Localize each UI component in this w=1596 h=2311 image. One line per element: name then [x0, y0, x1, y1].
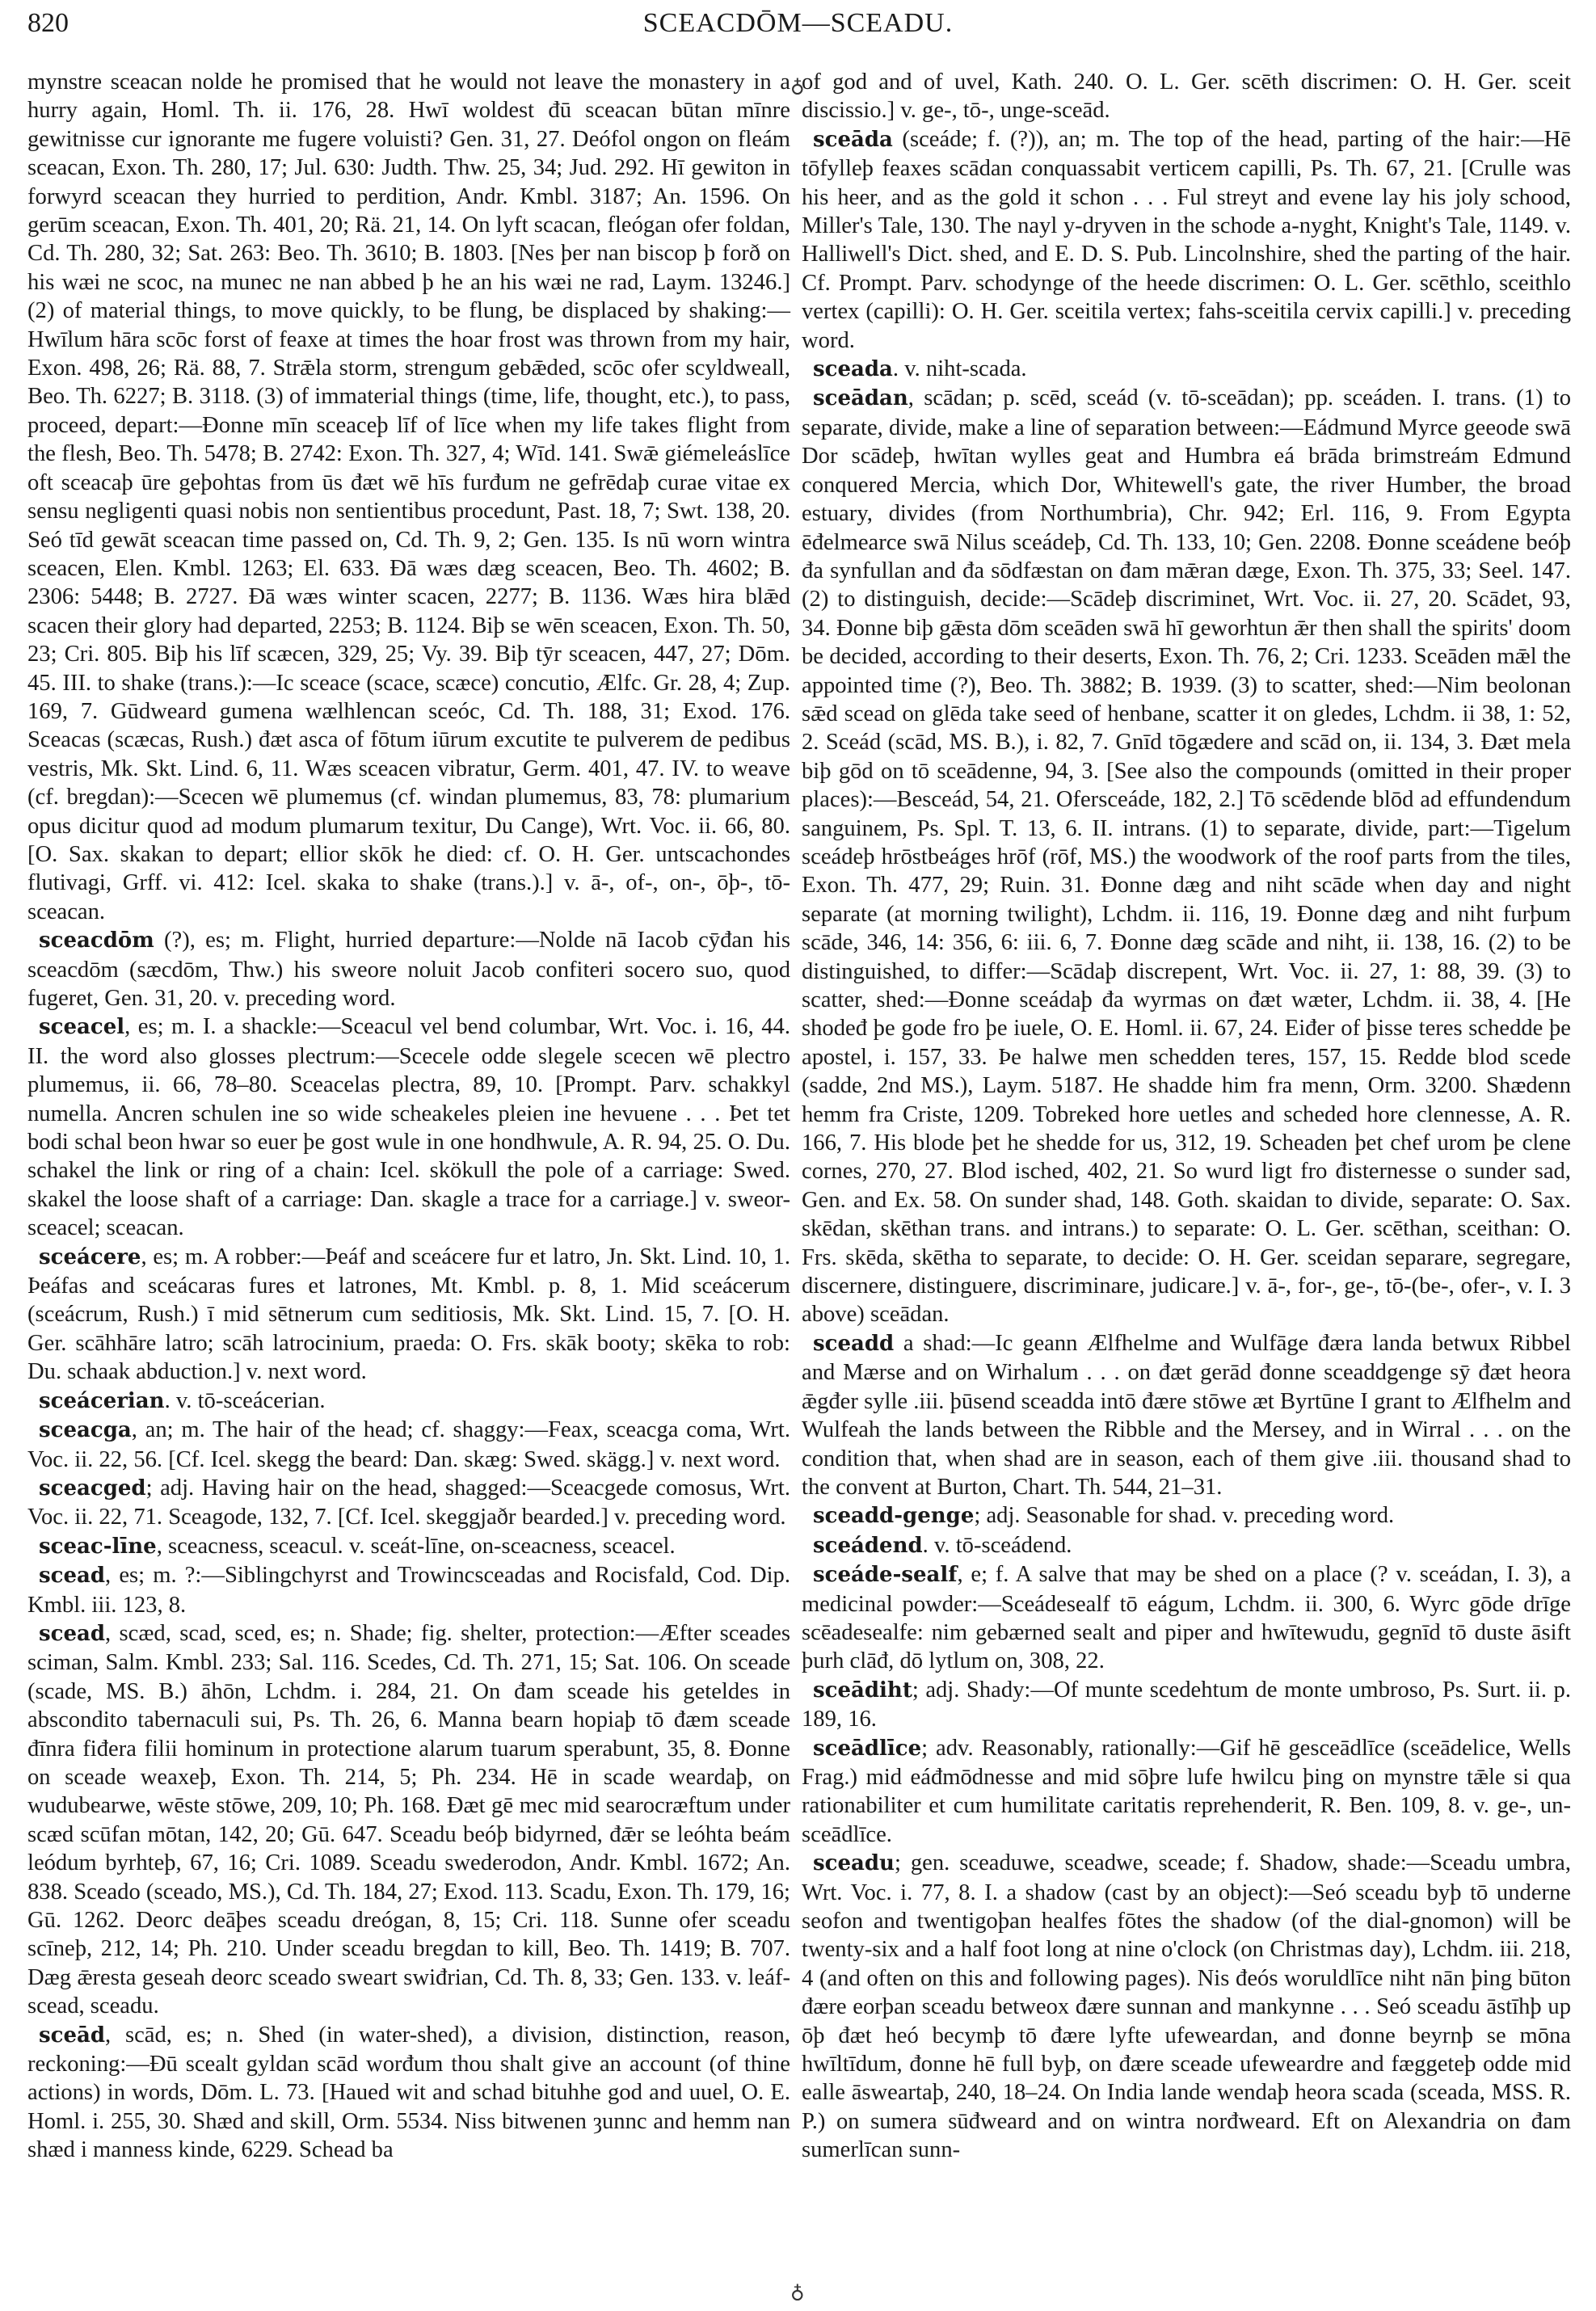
dictionary-entry: [802, 1329, 1571, 1501]
headword: sceādan: [813, 386, 908, 411]
dictionary-entry: [802, 1676, 1571, 1734]
headword: sceād: [39, 2023, 106, 2048]
dictionary-entry: [27, 1619, 790, 2021]
dictionary-entry: [27, 1561, 790, 1619]
entry-text: . v. tō-sceádend.: [922, 1532, 1072, 1558]
entry-text: ; adj. Shady:—Of munte scedehtum de monte umbroso, Ps. Surt. ii. p. 189, 16.: [802, 1677, 1571, 1732]
entry-text: ; gen. sceaduwe, sceadwe, sceade; f. Shadow, shade:—Sceadu umbra, Wrt. Voc. i. 77, 8. I. a shadow (cast by an object):—Seó sceadu byþ tō underne seofon and twentigoþan healfes fōtes the shadow (of the dial-gnomon) will be twenty-six and a half foot long at nine o'clock (on Christmas day), Lchdm. iii. 218, 4 (and often on this and following pages). Nis đeós woruldlīce niht nān þing būton đære eorþan sceadu betweox đære sunnan and mankynne . . . Seó sceadu āstīhþ up ōþ đæt heó becymþ tō đære lyfte ufeweardan, and đonne beyrnþ se mōna hwīltīdum, đonne hē full byþ, on đære sceade ufeweardre and fæggeteþ odde mid ealle āsweartaþ, 240, 18–24. On India lande wendaþ heora scada (sceada, MSS. R. P.) on sumera sūđweard and on wintra norđweard. Eft on Alexandria on đam sumerlīcan sunn-: [802, 1850, 1571, 2163]
headword: sceadd-genge: [813, 1504, 975, 1529]
column-ornament-icon: ♁: [790, 76, 805, 97]
dictionary-entry: [27, 1416, 790, 1474]
dictionary-entry: [802, 384, 1571, 1328]
entry-text: , sceacness, sceacul. v. sceát-līne, on-sceacness, sceacel.: [156, 1533, 676, 1559]
entry-text: , scād, es; n. Shed (in water-shed), a division, distinction, reason, reckoning:—Đū scealt gyldan scād worđum thou shalt give an account (of thine actions) in words, Dōm. L. 73. [Haued wit and schad bituhhe god and uuel, O. E. Homl. i. 255, 30. Shæd and skill, Orm. 5534. Niss bitwenen ȝunnc and hemm nan shæd i manness kinde, 6229. Schead ba: [27, 2022, 790, 2163]
dictionary-entry: [27, 1387, 790, 1416]
headword: sceáde-sealf: [813, 1563, 958, 1588]
headword: sceādlīce: [813, 1736, 922, 1761]
entry-text: ; adv. Reasonably, rationally:—Gif hē gesceādlīce (sceādelice, Wells Frag.) mid eáđmōdnesse and mid sōþre lufe hwilcu þing on mynstre tǣle si qua rationabiliter et cum humilitate caritatis reprehenderit, R. Ben. 109, 8. v. ge-, un-sceādlīce.: [802, 1735, 1571, 1847]
dictionary-entry: [802, 1560, 1571, 1676]
right-column: [802, 68, 1571, 2165]
headword: sceadd: [813, 1331, 895, 1356]
entry-text: mynstre sceacan nolde he promised that he would not leave the monastery in a hurry again, Homl. Th. ii. 176, 28. Hwī woldest đū sceacan būtan mīnre gewitnisse cur ignorante me fugere voluisti? Gen. 31, 27. Deófol ongon on fleám sceacan, Exon. Th. 280, 17; Jul. 630: Judth. Thw. 25, 34; Jud. 292. Hī gewiton in forwyrd sceacan they hurried to perdition, Andr. Kmbl. 3187; An. 1596. On gerūm sceacan, Exon. Th. 401, 20; Rä. 21, 14. On lyft scacan, fleógan ofer foldan, Cd. Th. 280, 32; Sat. 263: Beo. Th. 3610; B. 1803. [Nes þer nan biscop þ forð on his wæi ne scoc, na munec ne nan abbed þ he an his wæi ne rad, Laym. 13246.] (2) of material things, to move quickly, to be flung, be displaced by shaking:—Hwīlum hāra scōc forst of feaxe at times the hoar frost was thrown from my hair, Exon. 498, 26; Rä. 88, 7. Strǣla storm, strengum gebǣded, scōc ofer scyldweall, Beo. Th. 6227; B. 3118. (3) of immaterial things (time, life, thought, etc.), to pass, proceed, depart:—Đonne mīn sceaceþ līf of līce when my life takes flight from the flesh, Beo. Th. 5478; B. 2742: Exon. Th. 327, 4; Wīd. 141. Swǣ giémeleáslīce oft sceacaþ ūre geþohtas from ūs đæt wē hīs furđum ne gefrēdaþ curae vitae ex sensu negligenti quasi nobis non sentientibus procedunt, Past. 18, 7; Swt. 138, 20. Seó tīd gewāt sceacan time passed on, Cd. Th. 9, 2; Gen. 135. Is nū worn wintra sceacen, Elen. Kmbl. 1263; El. 633. Đā wæs dæg sceacen, Beo. Th. 4602; B. 2306: 5448; B. 2727. Đā wæs winter scacen, 2277; B. 1136. Wæs hira blǣd scacen their glory had departed, 2253; B. 1124. Biþ se wēn sceacen, Exon. Th. 50, 23; Cri. 805. Biþ his līf scæcen, 329, 25; Vy. 39. Biþ tȳr sceacen, 447, 27; Dōm. 45. III. to shake (trans.):—Ic sceace (scace, scæce) concutio, Ælfc. Gr. 28, 4; Zup. 169, 7. Gūdweard gumena wælhlencan sceóc, Cd. Th. 188, 31; Exod. 176. Sceacas (scæcas, Rush.) đæt asca of fōtum iūrum excutite te pulverem de pedibus vestris, Mk. Skt. Lind. 6, 11. Wæs sceacen vibratur, Germ. 401, 47. IV. to weave (cf. bregdan):—Scecen wē plumemus (cf. windan plumemus, 83, 78: plumarium opus dicitur quod ad modum plumarum texitur, Du Cange), Wrt. Voc. ii. 66, 80. [O. Sax. skakan to depart; ellior skōk he died: cf. O. H. Ger. untscachondes flutivagi, Grff. vi. 412: Icel. skaka to shake (trans.).] v. ā-, of-, on-, ōþ-, tō-sceacan.: [27, 69, 790, 924]
entry-text: (sceáde; f. (?)), an; m. The top of the head, parting of the hair:—Hē tōfylleþ feaxes scādan conquassabit verticem capilli, Ps. Th. 67, 21. [Crulle was his heer, and as the gold it schon . . . Ful streyt and evene lay his joly schood, Miller's Tale, 130. The nayl y-dryven in the schode a-nyght, Knight's Tale, 1149. v. Halliwell's Dict. shed, and E. D. S. Pub. Lincolnshire, shed the parting of the hair. Cf. Prompt. Parv. schodynge of the heede discrimen: O. L. Ger. scēthlo, sceithlo vertex (capilli): O. H. Ger. sceitila vertex; fahs-sceitila cervix capilli.] v. preceding word.: [802, 126, 1571, 353]
entry-text: , scādan; p. scēd, sceád (v. tō-sceādan); pp. sceáden. I. trans. (1) to separate, divide, make a line of separation between:—Eádmund Myrce geeode swā Dor scādeþ, hwītan wylles geat and Humbra eá brāda brimstreám Edmund conquered Mercia, which Dor, Whitewell's gate, the river Humber, the broad estuary, divides (from Northumbria), Chr. 942; Erl. 116, 9. From Egypta ēđelmearce swā Nilus sceádeþ, Cd. Th. 133, 10; Gen. 2208. Đonne sceádene beóþ đa synfullan and đa sōdfæstan on đam mǣran dæge, Exon. Th. 375, 33; Seel. 147. (2) to distinguish, decide:—Scādeþ discriminet, Wrt. Voc. ii. 27, 20. Scādet, 93, 34. Đonne biþ gǣsta dōm sceāden swā hī geworhtun ǣr then shall the spirits' doom be decided, according to their deserts, Exon. Th. 76, 2; Cri. 1233. Sceāden mǣl the appointed time (?), Beo. Th. 3882; B. 1939. (3) to scatter, shed:—Nim beolonan sǣd scead on glēda take seed of henbane, scatter it on gledes, Lchdm. ii 38, 1: 52, 2. Sceád (scād, MS. B.), i. 82, 7. Gnīd tōgædere and scād on, ii. 134, 3. Đæt mela biþ gōd on tō sceādenne, 94, 3. [See also the compounds (omitted in their proper places):—Besceád, 54, 21. Ofersceáde, 182, 2.] Tō scēdende blōd ad effundendum sanguinem, Ps. Spl. T. 13, 6. II. intrans. (1) to separate, divide, part:—Tigelum sceádeþ hrōstbeáges hrōf (rōf, MS.) the woodwork of the roof parts from the tiles, Exon. Th. 477, 29; Ruin. 31. Đonne dæg and niht scāde when day and night separate (at morning twilight), Lchdm. ii. 116, 19. Đonne dæg and niht furþum scāde, 346, 14: 356, 6: iii. 6, 7. Đonne dæg scāde and niht, ii. 138, 16. (2) to be distinguished, to differ:—Scādaþ discrepent, Wrt. Voc. ii. 27, 1: 88, 39. (3) to scatter, shed:—Đonne sceádaþ đa wyrmas on đæt wæter, Lchdm. ii. 38, 4. [He shodeđ þe gode fro þe iuele, O. E. Homl. ii. 67, 24. Eiđer of þisse teres schedde þe apostel, i. 157, 33. Þe halwe men schedden teres, 157, 15. Redde blod scede (sadde, 2nd MS.), Laym. 5187. He shadde him fra menn, Orm. 3200. Shædenn hemm fra Criste, 1209. Tobreked hore uetles and scheded hore clennesse, A. R. 166, 7. His blode þet he shedde for us, 312, 19. Scheaden þet chef urom þe clene cornes, 270, 27. Blod isched, 402, 21. So wurd ligt fro đisternesse o sunder sad, Gen. and Ex. 58. On sunder shad, 148. Goth. skaidan to divide, separate: O. Sax. skēdan, skēthan trans. and intrans.) to separate: O. L. Ger. scēthan, sceithan: O. Frs. skēda, skētha to separate, to decide: O. H. Ger. sceidan separare, segregare, discernere, distinguere, discriminare, judicare.] v. ā-, for-, ge-, tō-(be-, ofer-, v. I. 3 above) sceādan.: [802, 385, 1571, 1328]
entry-text: , scæd, scad, sced, es; n. Shade; fig. shelter, protection:—Æfter sceades sciman, Salm. Kmbl. 233; Sal. 116. Scedes, Cd. Th. 271, 15; Sat. 106. On sceade (scade, MS. B.) āhōn, Lchdm. i. 284, 21. On đam sceade his geteldes in abscondito tabernaculi sui, Ps. Th. 26, 6. Manna bearn hopiaþ tō đæm sceade đīnra fiđera filii hominum in protectione alarum tuarum sperabunt, 35, 8. Đonne on sceade weaxeþ, Exon. Th. 214, 5; Ph. 234. Hē in scade weardaþ, on wudubearwe, wēste stōwe, 209, 10; Ph. 168. Đæt gē mec mid searocræftum under scæd scūfan mōtan, 142, 20; Gū. 647. Sceadu beóþ bidyrned, đǣr se leóhta beám leódum byrhteþ, 67, 16; Cri. 1089. Sceadu swederodon, Andr. Kmbl. 1672; An. 838. Sceado (sceado, MS.), Cd. Th. 184, 27; Exod. 113. Scadu, Exon. Th. 179, 16; Gū. 1262. Deorc deāþes sceadu dreógan, 8, 15; Cri. 118. Sunne ofer sceadu scīneþ, 212, 14; Ph. 210. Under sceadu bregdan to kill, Beo. Th. 1419; B. 707. Dæg ǣresta geseah deorc sceado sweart swiđrian, Cd. Th. 8, 33; Gen. 133. v. leáf-scead, sceadu.: [27, 1620, 790, 2019]
entry-text: , es; m. A robber:—Þeáf and sceácere fur et latro, Jn. Skt. Lind. 10, 1. Þeáfas and sceácaras fures et latrones, Mt. Kmbl. p. 8, 1. Mid sceácerum (sceácrum, Rush.) ī mid sētnerum cum seditiosis, Mk. Skt. Lind. 15, 7. [O. H. Ger. scāhhāre latro; scāh latrocinium, praeda: O. Frs. skāk booty; skēka to rob: Du. schaak abduction.] v. next word.: [27, 1244, 790, 1385]
entry-text: . v. niht-scada.: [892, 356, 1027, 382]
entry-text: of god and of uvel, Kath. 240. O. L. Ger. scēth discrimen: O. H. Ger. sceit discissio.] v. ge-, tō-, unge-sceād.: [802, 69, 1571, 124]
left-column: [27, 68, 790, 2165]
entry-continuation: [27, 68, 790, 926]
dictionary-entry: [27, 1532, 790, 1561]
headword: sceácerian: [39, 1388, 165, 1413]
headword: sceada: [813, 357, 893, 382]
dictionary-entry: [802, 125, 1571, 355]
headword: sceādiht: [813, 1677, 912, 1703]
entry-text: ; adj. Seasonable for shad. v. preceding word.: [974, 1503, 1395, 1529]
headword: sceácere: [39, 1244, 141, 1269]
dictionary-entry: [802, 1734, 1571, 1850]
headword: sceacga: [39, 1418, 132, 1443]
entry-continuation: [802, 68, 1571, 125]
headword: sceacged: [39, 1475, 146, 1501]
headword: scead: [39, 1564, 106, 1589]
running-head: SCEACDŌM—SCEADU.: [642, 8, 954, 38]
entry-text: a shad:—Ic geann Ælfhelme and Wulfāge đæra landa betwux Ribbel and Mærse and on Wirhalum . . . on đæt gerād đonne sceaddgenge sȳ đæt heora ǣgđer sylle .iii. þūsend sceadda intō đære stōwe æt Byrtūne I grant to Ælfhelm and Wulfeah the lands between the Ribble and the Mersey, and in Wirral . . . on the condition that, when shad are in season, each of them give .iii. thousand shad to the convent at Burton, Chart. Th. 544, 21–31.: [802, 1330, 1571, 1500]
entry-text: , es; m. ?:—Siblingchyrst and Trowincsceadas and Rocisfald, Cod. Dip. Kmbl. iii. 123, 8.: [27, 1563, 790, 1618]
headword: sceádend: [813, 1533, 923, 1558]
dictionary-entry: [27, 2021, 790, 2165]
dictionary-entry: [27, 1243, 790, 1387]
headword: sceacdōm: [39, 928, 154, 953]
entry-text: , es; m. I. a shackle:—Sceacul vel bend columbar, Wrt. Voc. i. 16, 44. II. the word also glosses plectrum:—Scecele odde slegele scecen wē plectro plumemus, ii. 66, 78–80. Sceacelas plectra, 89, 10. [Prompt. Parv. schakkyl numella. Ancren schulen ine so wide scheakeles pleien ine hevuene . . . Þet tet bodi schal beon hwar so euer þe gost wule in one hondhwule, A. R. 94, 25. O. Du. schakel the link or ring of a chain: Icel. skökull the pole of a carriage: Swed. skakel the loose shaft of a carriage: Dan. skagle a trace for a carriage.] v. sweor-sceacel; sceacan.: [27, 1014, 790, 1241]
headword: scead: [39, 1621, 106, 1646]
page-number: 820: [27, 8, 69, 38]
dictionary-entry: [802, 1531, 1571, 1560]
dictionary-entry: [27, 1012, 790, 1242]
entry-text: ; adj. Having hair on the head, shagged:—Sceacgede comosus, Wrt. Voc. ii. 22, 71. Sceagode, 132, 7. [Cf. Icel. skeggjaðr bearded.] v. preceding word.: [27, 1475, 790, 1530]
entry-text: (?), es; m. Flight, hurried departure:—Nolde nā Iacob cȳđan his sceacdōm (sæcdōm, Thw.) his sweore noluit Jacob confiteri socero suo, quod fugeret, Gen. 31, 20. v. preceding word.: [27, 928, 790, 1011]
dictionary-entry: [802, 1849, 1571, 2164]
entry-text: , an; m. The hair of the head; cf. shaggy:—Feax, sceacga coma, Wrt. Voc. ii. 22, 56. [Cf. Icel. skegg the beard: Dan. skæg: Swed. skägg.] v. next word.: [27, 1417, 790, 1472]
headword: sceadu: [813, 1851, 895, 1876]
headword: sceacel: [39, 1015, 125, 1040]
headword: sceāda: [813, 127, 893, 152]
dictionary-entry: [802, 355, 1571, 384]
dictionary-entry: [802, 1501, 1571, 1530]
headword: sceac-līne: [39, 1534, 157, 1559]
entry-text: . v. tō-sceácerian.: [164, 1387, 326, 1413]
entry-text: , e; f. A salve that may be shed on a place (? v. sceádan, I. 3), a medicinal powder:—Sceádesealf tō eágum, Lchdm. ii. 300, 6. Wyrc gōde drīge scēadesealfe: nim gebærned sealt and piper and hwītewudu, gegnīd tō duste āsift þurh clāđ, dō lytlum on, 308, 22.: [802, 1562, 1571, 1674]
dictionary-entry: [27, 926, 790, 1012]
column-ornament-icon: ♁: [790, 2282, 805, 2303]
dictionary-entry: [27, 1474, 790, 1532]
